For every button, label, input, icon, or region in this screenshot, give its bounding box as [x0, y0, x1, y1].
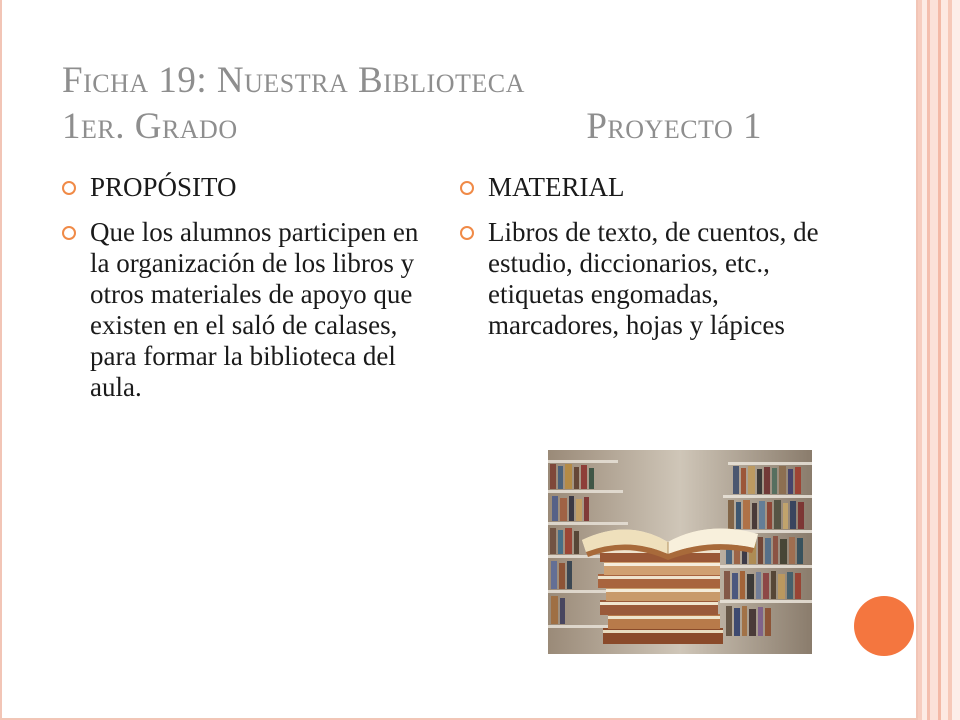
- slide-title: [62, 58, 842, 150]
- title-line-2: [62, 104, 762, 150]
- bullet-icon: [62, 181, 76, 195]
- bullet-item-proposito: [62, 172, 422, 203]
- material-text: Libros de texto, de cuentos, de estudio, diccionarios, etc., etiquetas engomadas, marcadores, hojas y lápices: [488, 217, 819, 340]
- books-illustration: [548, 450, 812, 654]
- decorative-circle: [854, 596, 914, 656]
- left-column: [62, 172, 422, 417]
- bullet-icon: [460, 181, 474, 195]
- bullet-item-material: [460, 172, 830, 203]
- grade-label: 1er. Grado: [62, 106, 238, 147]
- right-column: [460, 172, 830, 355]
- bullet-icon: [62, 226, 76, 240]
- material-heading: MATERIAL: [488, 172, 625, 202]
- bullet-icon: [460, 226, 474, 240]
- bullet-item-proposito-body: [62, 217, 422, 403]
- project-label: Proyecto 1: [586, 106, 762, 147]
- proposito-text: Que los alumnos participen en la organización de los libros y otros materiales de apoyo que existen en el saló de calases, para formar la biblioteca del aula.: [90, 217, 419, 402]
- proposito-heading: PROPÓSITO: [90, 172, 237, 202]
- title-line-1: Ficha 19: Nuestra Biblioteca: [62, 60, 525, 101]
- decorative-stripes: [918, 0, 960, 720]
- books-photo: [548, 450, 812, 654]
- bullet-item-material-body: [460, 217, 830, 341]
